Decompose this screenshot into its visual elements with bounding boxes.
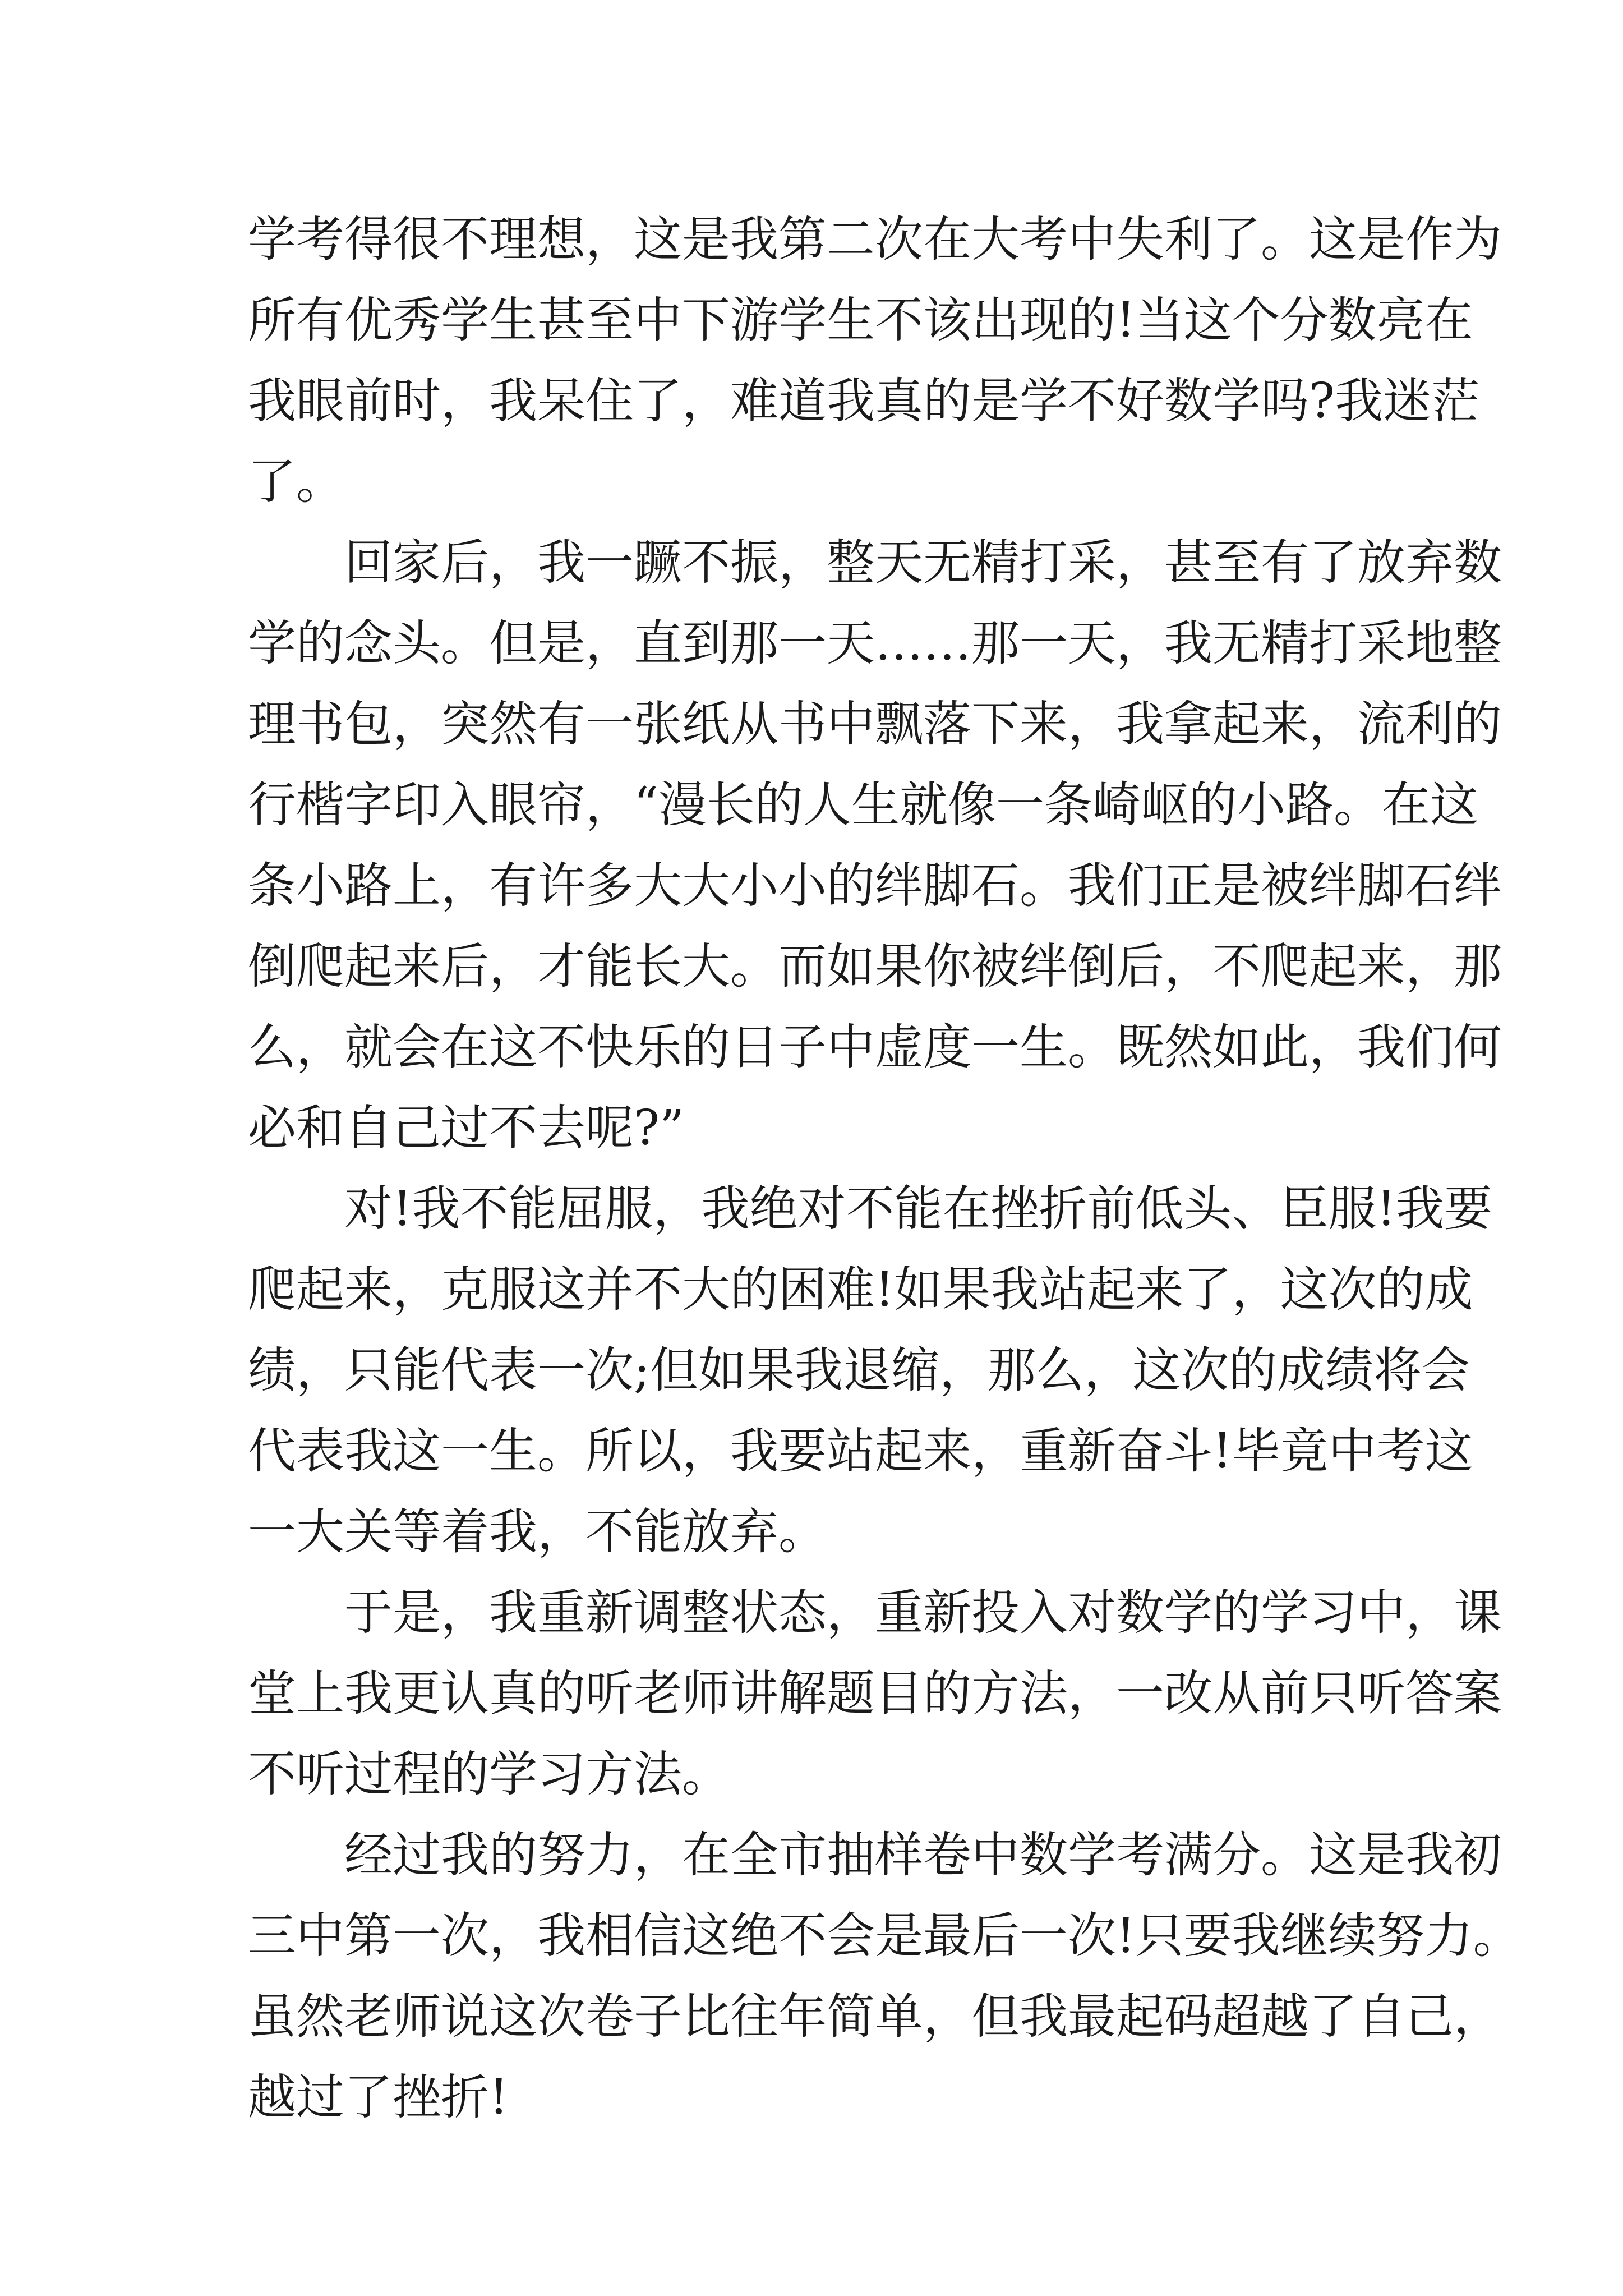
text-line: 条小路上，有许多大大小小的绊脚石。我们正是被绊脚石绊 <box>248 858 1502 914</box>
text-line: 行楷字印入眼帘，“漫长的人生就像一条崎岖的小路。在这 <box>248 777 1478 833</box>
text-line: 堂上我更认真的听老师讲解题目的方法，一改从前只听答案 <box>248 1665 1502 1722</box>
text-line: 于是，我重新调整状态，重新投入对数学的学习中，课 <box>344 1585 1502 1641</box>
text-line: 必和自己过不去呢?” <box>248 1100 685 1156</box>
text-line: 理书包，突然有一张纸从书中飘落下来，我拿起来，流利的 <box>248 696 1502 752</box>
text-line: 所有优秀学生甚至中下游学生不该出现的!当这个分数亮在 <box>248 292 1473 348</box>
text-line: 么，就会在这不快乐的日子中虚度一生。既然如此，我们何 <box>248 1019 1502 1075</box>
text-line: 我眼前时，我呆住了，难道我真的是学不好数学吗?我迷茫 <box>248 373 1480 429</box>
text-line: 经过我的努力，在全市抽样卷中数学考满分。这是我初 <box>344 1827 1502 1883</box>
text-line: 越过了挫折! <box>248 2069 509 2125</box>
text-line: 回家后，我一蹶不振，整天无精打采，甚至有了放弃数 <box>344 535 1502 591</box>
text-line: 爬起来，克服这并不大的困难!如果我站起来了，这次的成 <box>248 1262 1473 1318</box>
text-line: 不听过程的学习方法。 <box>248 1746 730 1802</box>
text-line: 代表我这一生。所以，我要站起来，重新奋斗!毕竟中考这 <box>248 1423 1473 1479</box>
text-line: 学考得很不理想，这是我第二次在大考中失利了。这是作为 <box>248 211 1502 268</box>
essay-body <box>248 199 1521 2138</box>
text-line: 一大关等着我，不能放弃。 <box>248 1504 827 1560</box>
text-line: 了。 <box>248 454 344 510</box>
text-line: 三中第一次，我相信这绝不会是最后一次!只要我继续努力。 <box>248 1908 1521 1964</box>
text-line: 绩，只能代表一次;但如果我退缩，那么，这次的成绩将会 <box>248 1342 1470 1398</box>
text-line: 学的念头。但是，直到那一天……那一天，我无精打采地整 <box>248 615 1502 671</box>
text-line: 对!我不能屈服，我绝对不能在挫折前低头、臣服!我要 <box>344 1181 1493 1237</box>
text-line: 虽然老师说这次卷子比往年简单，但我最起码超越了自己， <box>248 1989 1502 2045</box>
text-line: 倒爬起来后，才能长大。而如果你被绊倒后，不爬起来，那 <box>248 938 1502 995</box>
